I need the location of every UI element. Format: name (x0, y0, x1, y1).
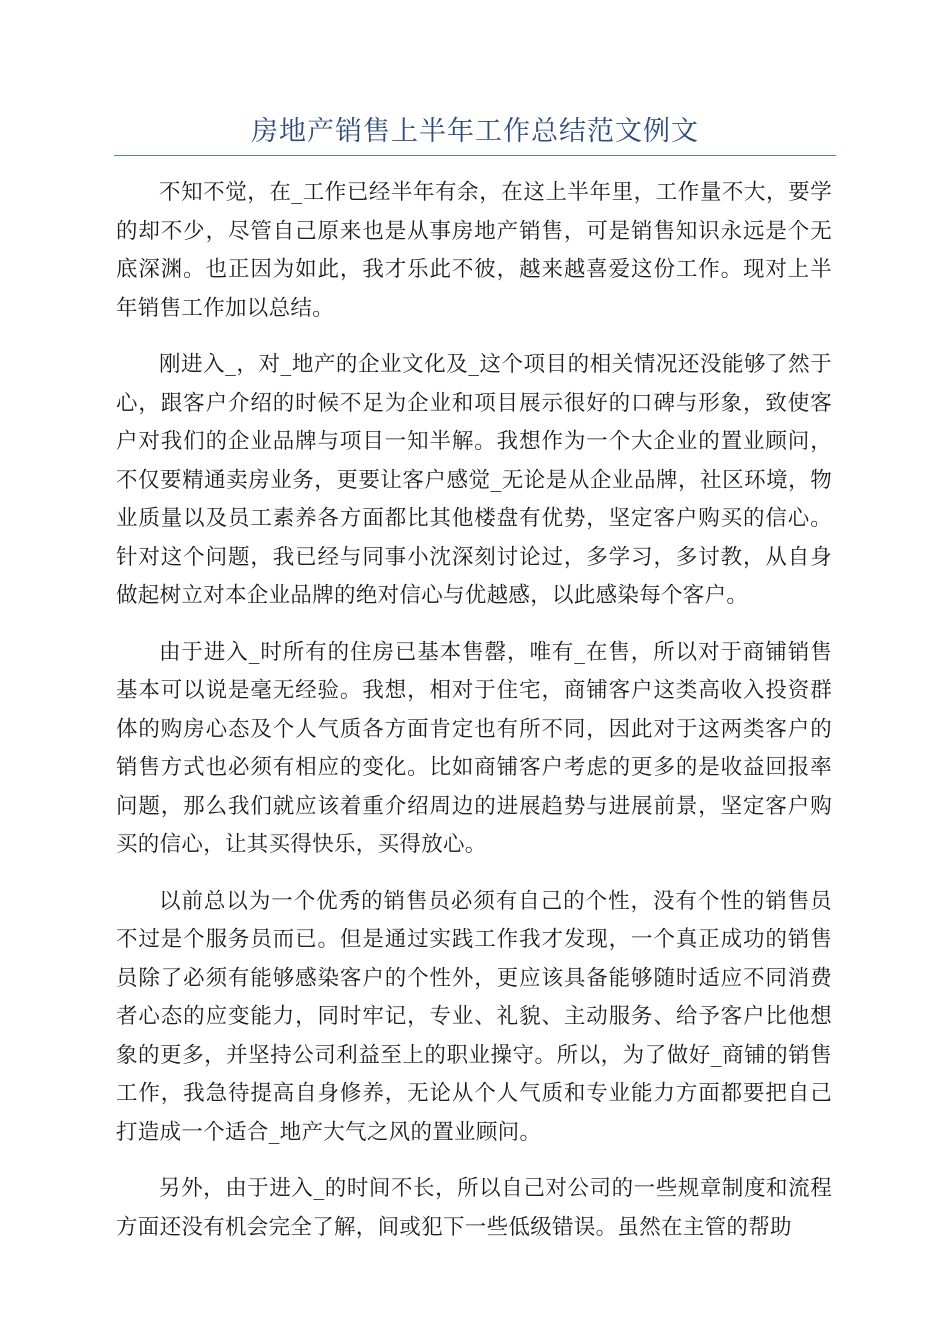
document-title: 房地产销售上半年工作总结范文例文 (251, 116, 699, 147)
paragraph-1: 不知不觉，在_工作已经半年有余，在这上半年里，工作量不大，要学的却不少，尽管自己原来也是从事房地产销售，可是销售知识永远是个无底深渊。也正因为如此，我才乐此不彼，越来越喜爱这份工作。现对上半年销售工作加以总结。 (116, 180, 832, 321)
paragraph-2: 刚进入_，对_地产的企业文化及_这个项目的相关情况还没能够了然于心，跟客户介绍的时候不足为企业和项目展示很好的口碑与形象，致使客户对我们的企业品牌与项目一知半解。我想作为一个大企业的置业顾问，不仅要精通卖房业务，更要让客户感觉_无论是从企业品牌，社区环境，物业质量以及员工素养各方面都比其他楼盘有优势，坚定客户购买的信心。针对这个问题，我已经与同事小沈深刻讨论过，多学习，多讨教，从自身做起树立对本企业品牌的绝对信心与优越感，以此感染每个客户。 (116, 352, 832, 608)
document-body (116, 174, 832, 1265)
paragraph-5: 另外，由于进入_的时间不长，所以自己对公司的一些规章制度和流程方面还没有机会完全了解，间或犯下一些低级错误。虽然在主管的帮助 (116, 1176, 832, 1240)
paragraph-4: 以前总以为一个优秀的销售员必须有自己的个性，没有个性的销售员不过是个服务员而已。但是通过实践工作我才发现，一个真正成功的销售员除了必须有能够感染客户的个性外，更应该具备能够随时适应不同消费者心态的应变能力，同时牢记，专业、礼貌、主动服务、给予客户比他想象的更多，并坚持公司利益至上的职业操守。所以，为了做好_商铺的销售工作，我急待提高自身修养，无论从个人气质和专业能力方面都要把自己打造成一个适合_地产大气之风的置业顾问。 (116, 888, 832, 1145)
paragraph-3: 由于进入_时所有的住房已基本售罄，唯有_在售，所以对于商铺销售基本可以说是毫无经验。我想，相对于住宅，商铺客户这类高收入投资群体的购房心态及个人气质各方面肯定也有所不同，因此对于这两类客户的销售方式也必须有相应的变化。比如商铺客户考虑的更多的是收益回报率问题，那么我们就应该着重介绍周边的进展趋势与进展前景，坚定客户购买的信心，让其买得快乐，买得放心。 (116, 639, 832, 857)
title-underline (114, 155, 836, 156)
